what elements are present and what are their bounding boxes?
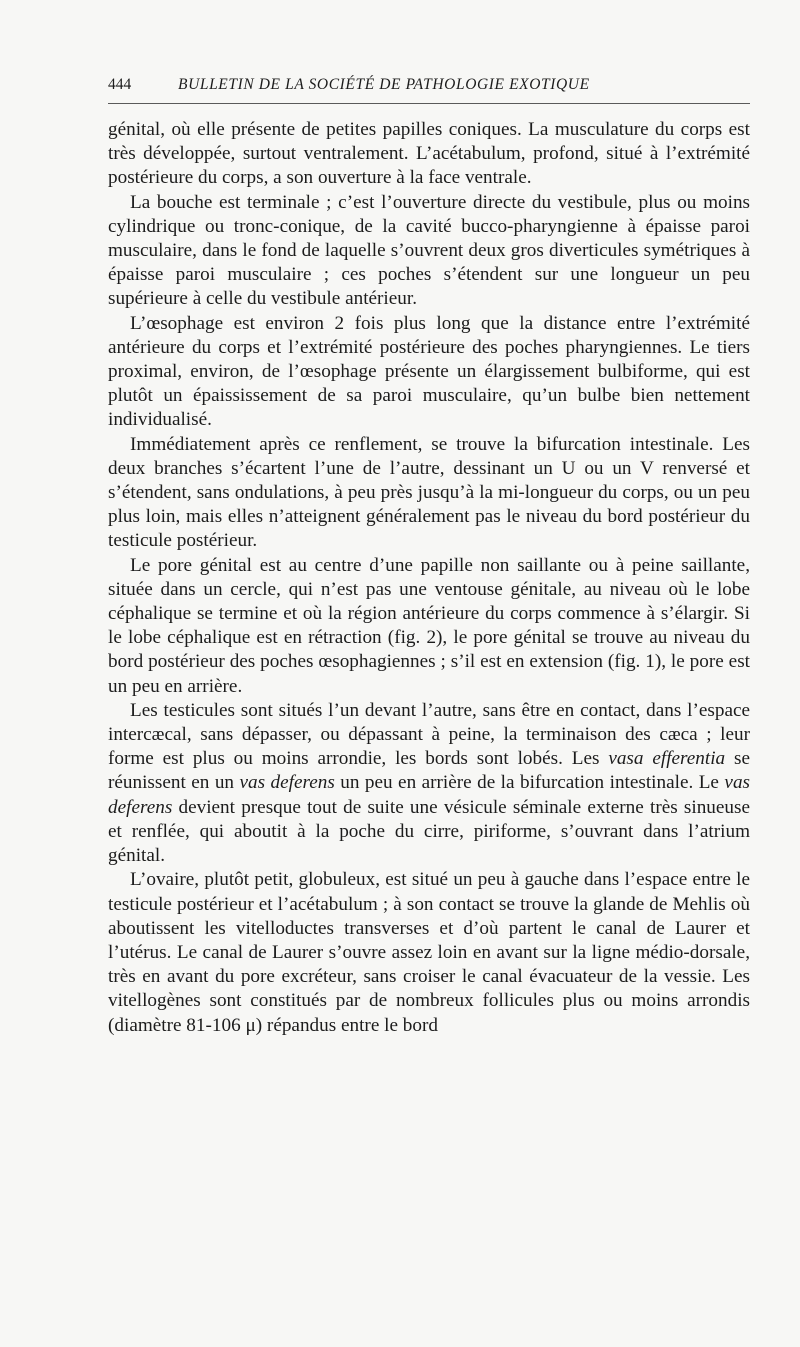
text-run: Les testicules sont situés l’un devant l’autre, sans être en contact, dans l’espace intercæcal, sans dépasser, ou dépassant à peine, la terminaison des cæca ; leur forme est plus ou moins arrondie, les bords sont lobés. Les: [108, 699, 750, 770]
paragraph-continuation: génital, où elle présente de petites papilles coniques. La musculature du corps est très développée, surtout ventralement. L’acétabulum, profond, situé à l’extrémité postérieure du corps, a son ouverture à la face ventrale.: [108, 119, 750, 189]
paragraph-oesophagus: L’œsophage est environ 2 fois plus long que la distance entre l’extrémité antérieure du corps et l’extrémité postérieure des poches pharyngiennes. Le tiers proximal, environ, de l’œsophage présente un élargissement bulbiforme, qui est plutôt un épaississement de sa paroi musculaire, qu’un bulbe bien nettement individualisé.: [108, 312, 750, 431]
paragraph-genital-pore: Le pore génital est au centre d’une papille non saillante ou à peine saillante, située dans un cercle, qui n’est pas une ventouse génitale, au niveau où le lobe céphalique se termine et où la région antérieure du corps commence à s’élargir. Si le lobe céphalique est en rétraction (fig. 2), le pore génital se trouve au niveau du bord postérieur des poches œsophagiennes ; s’il est en extension (fig. 1), le pore est un peu en arrière.: [108, 554, 750, 697]
italic-term: vasa efferentia: [608, 748, 726, 770]
text-run: un peu en arrière de la bifurcation intestinale. Le: [334, 772, 725, 794]
header-rule: [108, 103, 750, 104]
journal-title: BULLETIN DE LA SOCIÉTÉ DE PATHOLOGIE EXOTIQUE: [178, 76, 590, 93]
italic-term: vas deferens: [239, 772, 335, 794]
article-body: [108, 118, 750, 1038]
running-head: [108, 76, 750, 100]
paragraph-testes: [108, 699, 750, 868]
paragraph-mouth: La bouche est terminale ; c’est l’ouverture directe du vestibule, plus ou moins cylindrique ou tronc-conique, de la cavité bucco-pharyngienne à épaisse paroi musculaire, dans le fond de laquelle s’ouvrent deux gros diverticules symétriques à épaisse paroi musculaire ; ces poches s’étendent sur une longueur un peu supérieure à celle du vestibule antérieur.: [108, 191, 750, 310]
page-number: 444: [108, 76, 132, 93]
paragraph-intestine: Immédiatement après ce renflement, se trouve la bifurcation intestinale. Les deux branches s’écartent l’une de l’autre, dessinant un U ou un V renversé et s’étendent, sans ondulations, à peu près jusqu’à la mi-longueur du corps, ou un peu plus loin, mais elles n’atteignent généralement pas le niveau du bord postérieur du testicule postérieur.: [108, 433, 750, 552]
paragraph-ovary: L’ovaire, plutôt petit, globuleux, est situé un peu à gauche dans l’espace entre le testicule postérieur et l’acétabulum ; à son contact se trouve la glande de Mehlis où aboutissent les vitelloductes transverses et d’où partent le canal de Laurer et l’utérus. Le canal de Laurer s’ouvre assez loin en avant sur la ligne médio-dorsale, très en avant du pore excréteur, sans croiser le canal évacuateur de la vessie. Les vitellogènes sont constitués par de nombreux follicules plus ou moins arrondis (diamètre 81-106 μ) répandus entre le bord: [108, 869, 750, 1036]
italic-term: vas deferens: [108, 772, 750, 818]
text-run: devient presque tout de suite une vésicule séminale externe très sinueuse et renflée, qui aboutit à la poche du cirre, piriforme, s’ouvrant dans l’atrium génital.: [108, 796, 750, 867]
text-run: se réunissent en un: [108, 748, 750, 794]
